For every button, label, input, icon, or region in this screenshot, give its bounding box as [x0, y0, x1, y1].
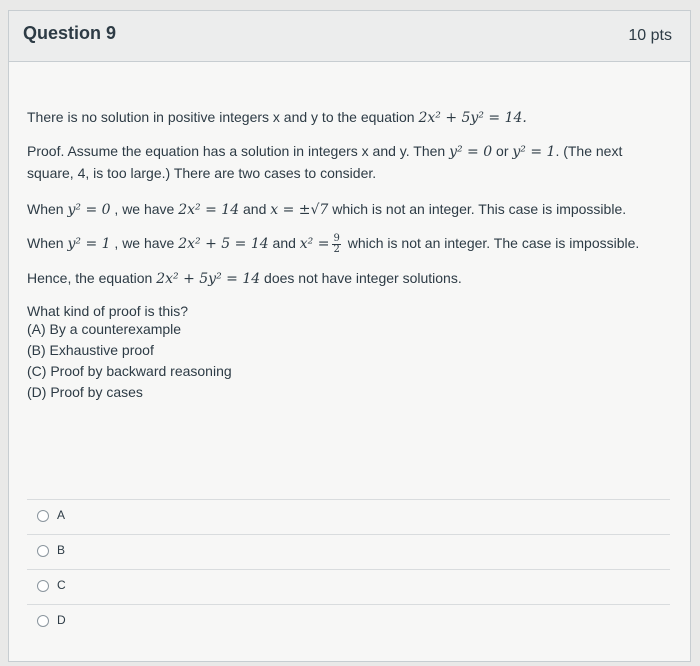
- intro-line: There is no solution in positive integers x and y to the equation 2x² + 5y² = 14.: [27, 109, 527, 126]
- option-text-b: (B) Exhaustive proof: [27, 342, 154, 358]
- case-2-line: When y² = 1 , we have 2x² + 5 = 14 and x² = $\frac{9}{2}$ which is not an integer. The case is impossible.: [27, 232, 640, 255]
- equation: 2x² + 5y² = 14.: [418, 110, 527, 126]
- radio-c[interactable]: [37, 580, 49, 592]
- fraction: $\frac{9}{2}$: [333, 232, 340, 255]
- conclusion-line: Hence, the equation 2x² + 5y² = 14 does not have integer solutions.: [27, 270, 462, 287]
- option-list: [27, 319, 232, 403]
- option-text-a: (A) By a counterexample: [27, 321, 182, 337]
- proof-line-2: square, 4, is too large.) There are two cases to consider.: [27, 165, 377, 181]
- question-points: 10 pts: [628, 27, 672, 44]
- question-prompt: What kind of proof is this?: [27, 303, 189, 319]
- proof-line-1: Proof. Assume the equation has a solution in integers x and y. Then y² = 0 or y² = 1. (The next: [27, 143, 623, 160]
- answer-choice-c[interactable]: [27, 569, 670, 604]
- answer-choices: [9, 499, 690, 639]
- answer-label-a: A: [57, 508, 66, 522]
- case-1-line: When y² = 0 , we have 2x² = 14 and x = ±√7 which is not an integer. This case is impossible.: [27, 201, 627, 218]
- answer-label-b: B: [57, 543, 66, 557]
- answer-label-d: D: [57, 613, 66, 627]
- option-text-c: (C) Proof by backward reasoning: [27, 363, 232, 379]
- radio-b[interactable]: [37, 545, 49, 557]
- answer-choice-a[interactable]: [27, 499, 670, 534]
- answer-label-c: C: [57, 578, 66, 592]
- answer-choice-b[interactable]: [27, 534, 670, 569]
- question-title: Question 9: [23, 23, 117, 43]
- radio-a[interactable]: [37, 510, 49, 522]
- radio-d[interactable]: [37, 615, 49, 627]
- option-text-d: (D) Proof by cases: [27, 384, 143, 400]
- question-header: [9, 11, 690, 62]
- answer-choice-d[interactable]: [27, 604, 670, 639]
- question-card: [8, 10, 691, 662]
